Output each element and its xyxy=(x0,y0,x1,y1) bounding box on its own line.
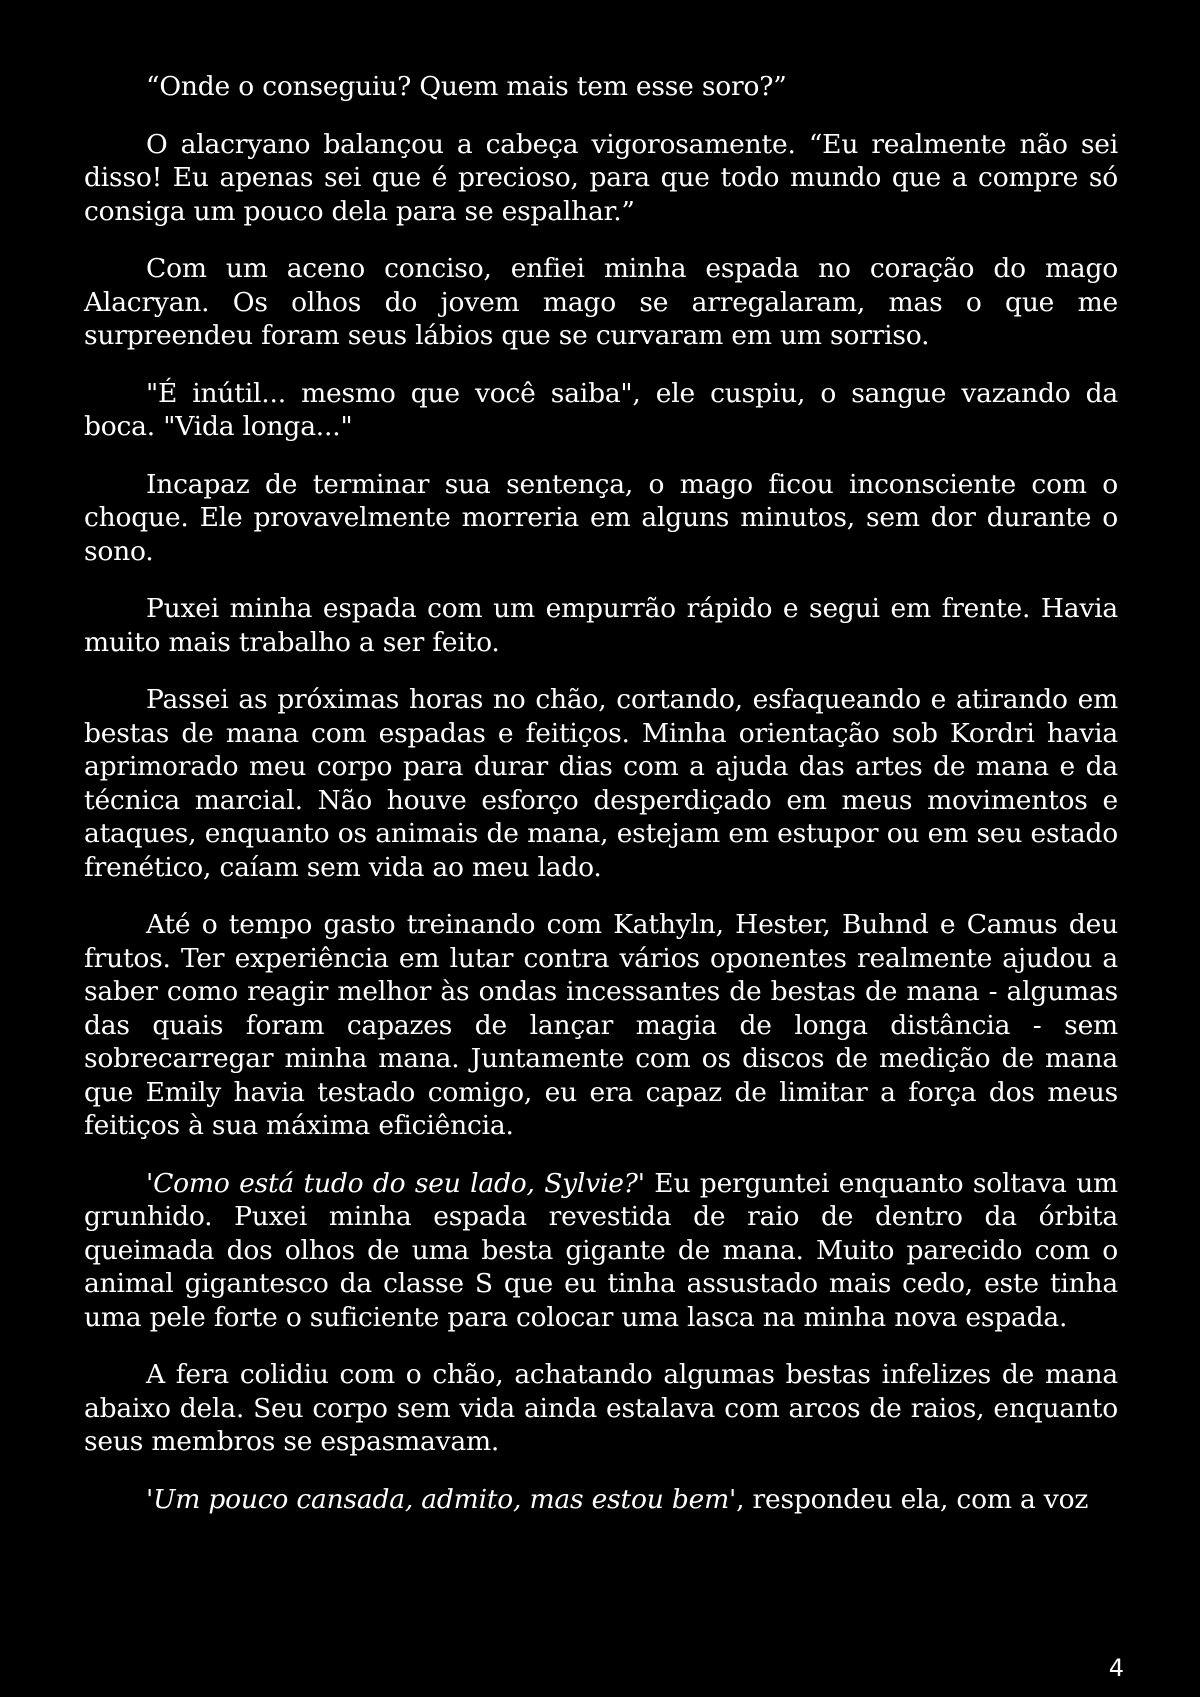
paragraph-10: A fera colidiu com o chão, achatando algumas bestas infelizes de mana abaixo dela. Seu corpo sem vida ainda estalava com arcos de raios, enquanto seus membros se espasmavam. xyxy=(84,1359,1118,1457)
paragraph-3: Com um aceno conciso, enfiei minha espada no coração do mago Alacryan. Os olhos do jovem mago se arregalaram, mas o que me surpreendeu foram seus lábios que se curvaram em um sorriso. xyxy=(84,253,1118,351)
paragraph-11-speech: 'Um pouco cansada, admito, mas estou bem' xyxy=(146,1483,737,1515)
paragraph-4: "É inútil... mesmo que você saiba", ele cuspiu, o sangue vazando da boca. "Vida longa..." xyxy=(84,377,1118,442)
page-number: 4 xyxy=(1108,1654,1124,1682)
paragraph-6: Puxei minha espada com um empurrão rápido e segui em frente. Havia muito mais trabalho a ser feito. xyxy=(84,593,1118,658)
paragraph-1: “Onde o conseguiu? Quem mais tem esse soro?” xyxy=(146,71,787,102)
paragraph-5: Incapaz de terminar sua sentença, o mago ficou inconsciente com o choque. Ele provavelmente morreria em alguns minutos, sem dor durante o sono. xyxy=(84,468,1118,567)
paragraph-9-thought: 'Como está tudo do seu lado, Sylvie?' xyxy=(146,1167,645,1199)
paragraph-2: O alacryano balançou a cabeça vigorosamente. “Eu realmente não sei disso! Eu apenas sei que é precioso, para que todo mundo que a compre só consiga um pouco dela para se espalhar.” xyxy=(84,128,1118,227)
paragraph-11: 'Um pouco cansada, admito, mas estou bem', respondeu ela, com a voz xyxy=(146,1483,1089,1515)
paragraph-7: Passei as próximas horas no chão, cortando, esfaqueando e atirando em bestas de mana com espadas e feitiços. Minha orientação sob Kordri havia aprimorado meu corpo para durar dias com a ajuda das artes de mana e da técnica marcial. Não houve esforço desperdiçado em meus movimentos e ataques, enquanto os animais de mana, estejam em estupor ou em seu estado frenético, caíam sem vida ao meu lado. xyxy=(84,684,1118,883)
paragraph-8: Até o tempo gasto treinando com Kathyln, Hester, Buhnd e Camus deu frutos. Ter experiência em lutar contra vários oponentes realmente ajudou a saber como reagir melhor às ondas incessantes de bestas de mana - algumas das quais foram capazes de lançar magia de longa distância - sem sobrecarregar minha mana. Juntamente com os discos de medição de mana que Emily havia testado comigo, eu era capaz de limitar a força dos meus feitiços à sua máxima eficiência. xyxy=(84,909,1118,1141)
paragraph-9: 'Como está tudo do seu lado, Sylvie?' Eu perguntei enquanto soltava um grunhido. Puxei minha espada revestida de raio de dentro da órbita queimada dos olhos de uma besta gigante de mana. Muito parecido com o animal gigantesco da classe S que eu tinha assustado mais cedo, este tinha uma pele forte o suficiente para colocar uma lasca na minha nova espada. xyxy=(84,1167,1118,1333)
document-body xyxy=(84,70,1118,1540)
